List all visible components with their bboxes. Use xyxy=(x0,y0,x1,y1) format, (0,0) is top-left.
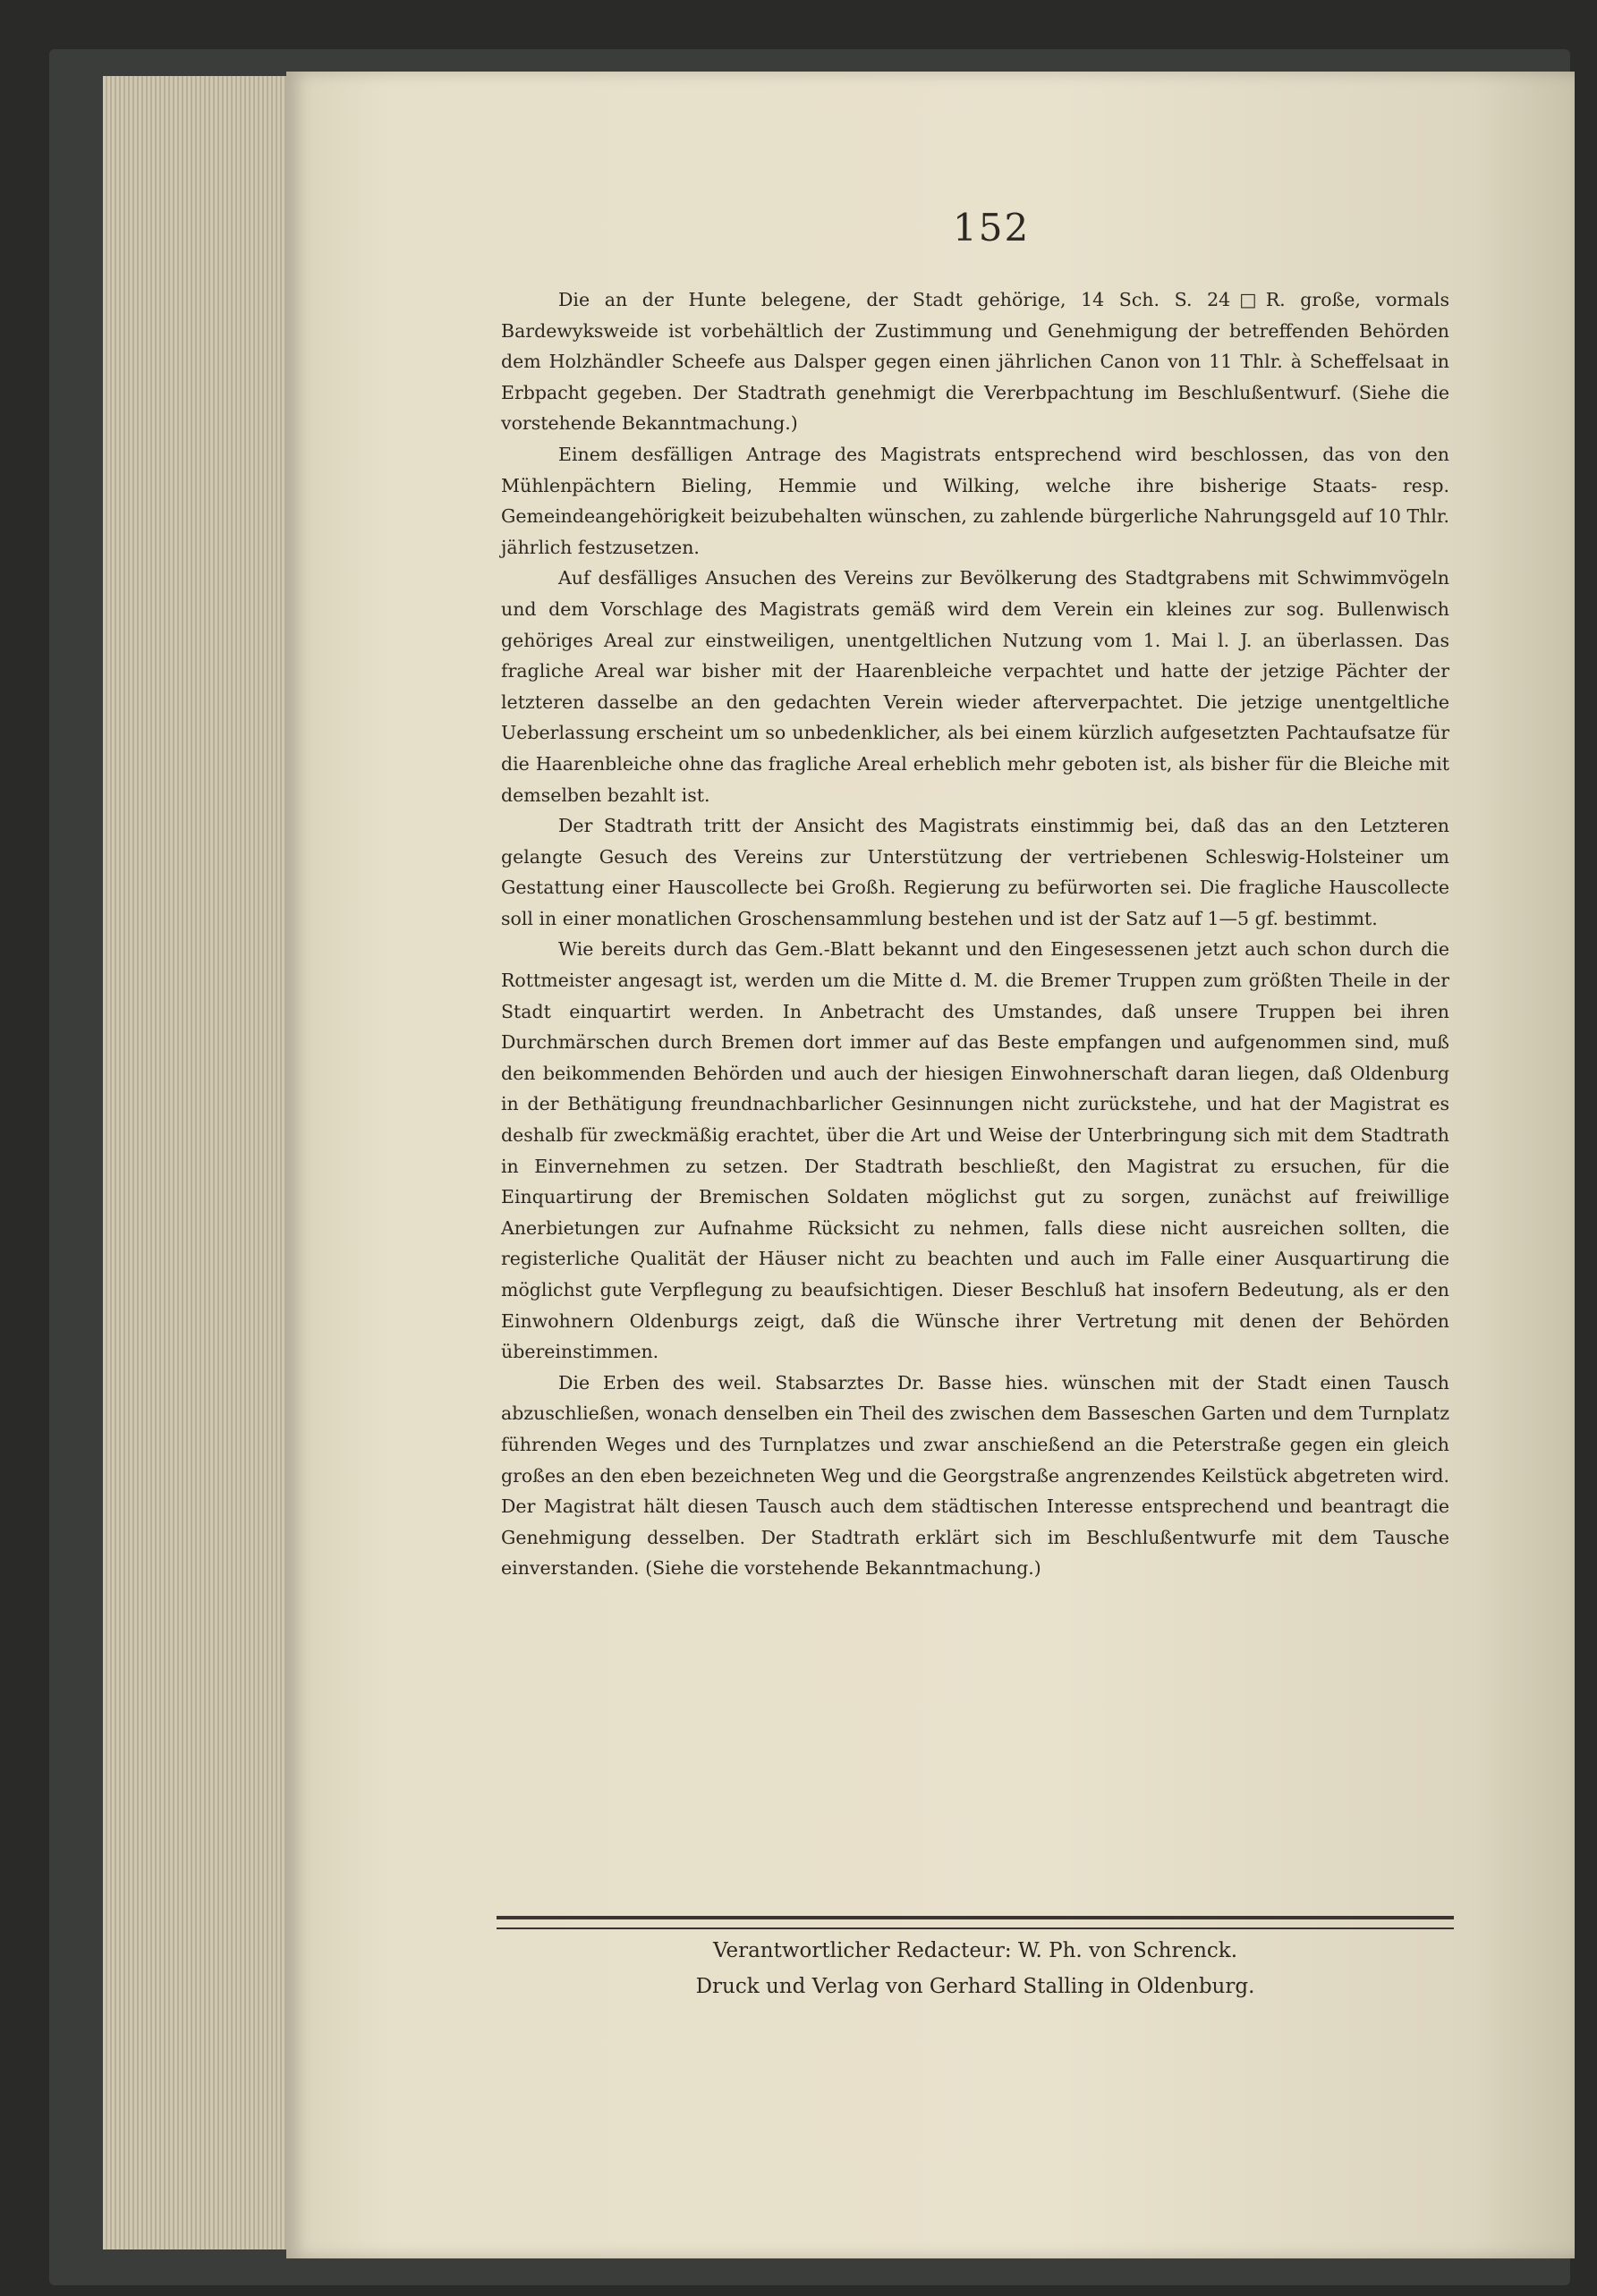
paragraph-muehlenpaechter: Einem desfälligen Antrage des Magistrats entsprechend wird beschlossen, das von den Mühlenpächtern Bieling, Hemmie und Wilking, welche ihre bisherige Staats- resp. Gemeindeangehörigkeit beizubehalten wünschen, zu zahlende bürgerliche Nahrungsgeld auf 10 Thlr. jährlich festzusetzen. xyxy=(501,443,1449,558)
page-number: 152 xyxy=(953,206,1031,250)
paragraph-hunte-weide: Die an der Hunte belegene, der Stadt gehörige, 14 Sch. S. 24□R. große, vormals Bardewyksweide ist vorbehältlich der Zustimmung und Genehmigung der betreffenden Behörden dem Holzhändler Scheefe aus Dalsper gegen einen jährlichen Canon von 11 Thlr. à Scheffelsaat in Erbpacht gegeben. Der Stadtrath genehmigt die Vererbpachtung im Beschlußentwurf. (Siehe die vorstehende Bekanntmachung.) xyxy=(501,289,1449,435)
body-text xyxy=(501,284,1449,1584)
paragraph-schwimmvoegel-verein: Auf desfälliges Ansuchen des Vereins zur Bevölkerung des Stadtgrabens mit Schwimmvögeln und dem Vorschlage des Magistrats gemäß wird dem Verein ein kleines zur sog. Bullenwisch gehöriges Areal zur einstweiligen, unentgeltlichen Nutzung vom 1. Mai l. J. an überlassen. Das fragliche Areal war bisher mit der Haarenbleiche verpachtet und hatte der jetzige Pächter der letzteren dasselbe an den gedachten Verein wieder afterverpachtet. Die jetzige unentgeltliche Ueberlassung erscheint um so unbedenklicher, als bei einem kürzlich aufgesetzten Pachtaufsatze für die Haarenbleiche ohne das fragliche Areal erheblich mehr geboten ist, als bisher für die Bleiche mit demselben bezahlt ist. xyxy=(501,567,1449,806)
page-stack-edges xyxy=(103,76,300,2249)
footer-printer: Druck und Verlag von Gerhard Stalling in Oldenburg. xyxy=(695,1975,1255,1998)
footer-editor: Verantwortlicher Redacteur: W. Ph. von Schrenck. xyxy=(712,1939,1238,1962)
paragraph-hauscollecte: Der Stadtrath tritt der Ansicht des Magistrats einstimmig bei, daß das an den Letzteren gelangte Gesuch des Vereins zur Unterstützung der vertriebenen Schleswig-Holsteiner um Gestattung einer Hauscollecte bei Großh. Regierung zu befürworten sei. Die fragliche Hauscollecte soll in einer monatlichen Groschensammlung bestehen und ist der Satz auf 1—5 gf. bestimmt. xyxy=(501,815,1449,929)
footer-divider xyxy=(497,1916,1454,1929)
paragraph-tausch-basse: Die Erben des weil. Stabsarztes Dr. Basse hies. wünschen mit der Stadt einen Tausch abzuschließen, wonach denselben ein Theil des zwischen dem Basseschen Garten und dem Turnplatz führenden Weges und des Turnplatzes und zwar anschießend an die Peterstraße gegen ein gleich großes an den eben bezeichneten Weg und die Georgstraße angrenzendes Keilstück abgetreten wird. Der Magistrat hält diesen Tausch auch dem städtischen Interesse entsprechend und beantragt die Genehmigung desselben. Der Stadtrath erklärt sich im Beschlußentwurfe mit dem Tausche einverstanden. (Siehe die vorstehende Bekanntmachung.) xyxy=(501,1371,1449,1580)
paragraph-bremer-truppen: Wie bereits durch das Gem.-Blatt bekannt und den Eingesessenen jetzt auch schon durch die Rottmeister angesagt ist, werden um die Mitte d. M. die Bremer Truppen zum größten Theile in der Stadt einquartirt werden. In Anbetracht des Umstandes, daß unsere Truppen bei ihren Durchmärschen durch Bremen dort immer auf das Beste empfangen und aufgenommen sind, muß den beikommenden Behörden und auch der hiesigen Einwohnerschaft daran liegen, daß Oldenburg in der Bethätigung freundnachbarlicher Gesinnungen nicht zurückstehe, und hat der Magistrat es deshalb für zweckmäßig erachtet, über die Art und Weise der Unterbringung sich mit dem Stadtrath in Einvernehmen zu setzen. Der Stadtrath beschließt, den Magistrat zu ersuchen, für die Einquartirung der Bremischen Soldaten möglichst gut zu sorgen, zunächst auf freiwillige Anerbietungen zur Aufnahme Rücksicht zu nehmen, falls diese nicht ausreichen sollten, die registerliche Qualität der Häuser nicht zu beachten und auch im Falle einer Ausquartirung die möglichst gute Verpflegung zu beaufsichtigen. Dieser Beschluß hat insofern Bedeutung, als er den Einwohnern Oldenburgs zeigt, daß die Wünsche ihrer Vertretung mit denen der Behörden übereinstimmen. xyxy=(501,938,1449,1363)
